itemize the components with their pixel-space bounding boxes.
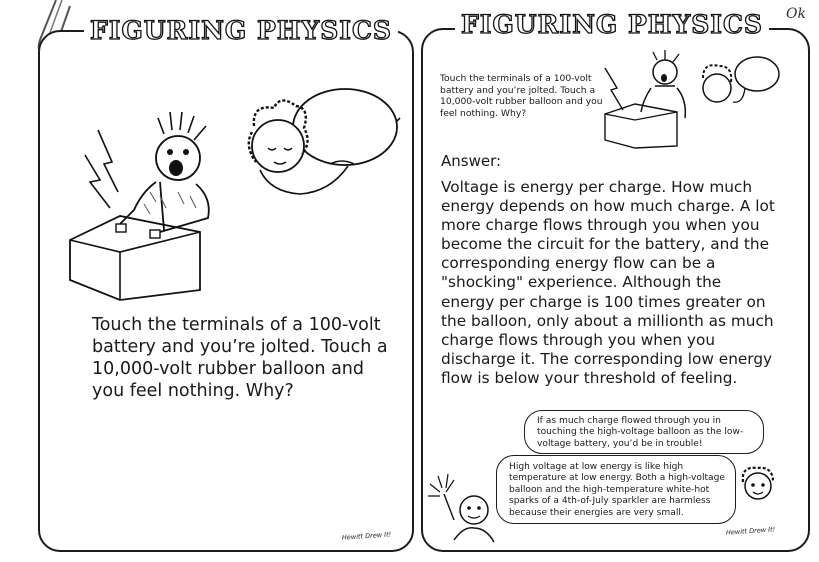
panel-title: FIGURING PHYSICS [455,10,769,39]
handwritten-note: Ok [786,6,806,22]
answer-label: Answer: [441,152,502,170]
answer-text: Voltage is energy per charge. How much energy depends on how much charge. A lot more charge flows through you when you become the circuit for the battery, and the corresponding energy flow can be a "shocking" experience. Although the energy per charge is 100 times greater on the balloon, only about a millionth as much charge flows through you when you discharge it. The corresponding low energy flow is below your threshold of feeling. [441,178,775,387]
speech-bubble: High voltage at low energy is like high temperature at low energy. Both a high-voltage balloon and the high-temperature white-hot sparks of a 4th-of-July sparkler are harmless because their energies are very small. [496,455,736,524]
girl-with-balloon-illustration [230,82,410,212]
question-text: Touch the terminals of a 100-volt battery and you’re jolted. Touch a 10,000-volt rubber balloon and you feel nothing. Why? [440,73,603,119]
speech-bubble: If as much charge flowed through you in touching the high-voltage balloon as the low-voltage battery, you’d be in trouble! [524,410,764,454]
sparkler-kid-illustration [424,470,504,546]
boy-touching-battery-illustration [60,100,230,300]
question-text: Touch the terminals of a 100-volt battery and you’re jolted. Touch a 10,000-volt rubber balloon and you feel nothing. Why? [92,315,388,401]
panel-title: FIGURING PHYSICS [84,16,398,45]
small-battery-scene-illustration [595,48,795,148]
curly-hair-kid-illustration [733,460,783,508]
signature: Hewitt Drew It! [341,530,392,542]
signature: Hewitt Drew It! [725,525,776,537]
